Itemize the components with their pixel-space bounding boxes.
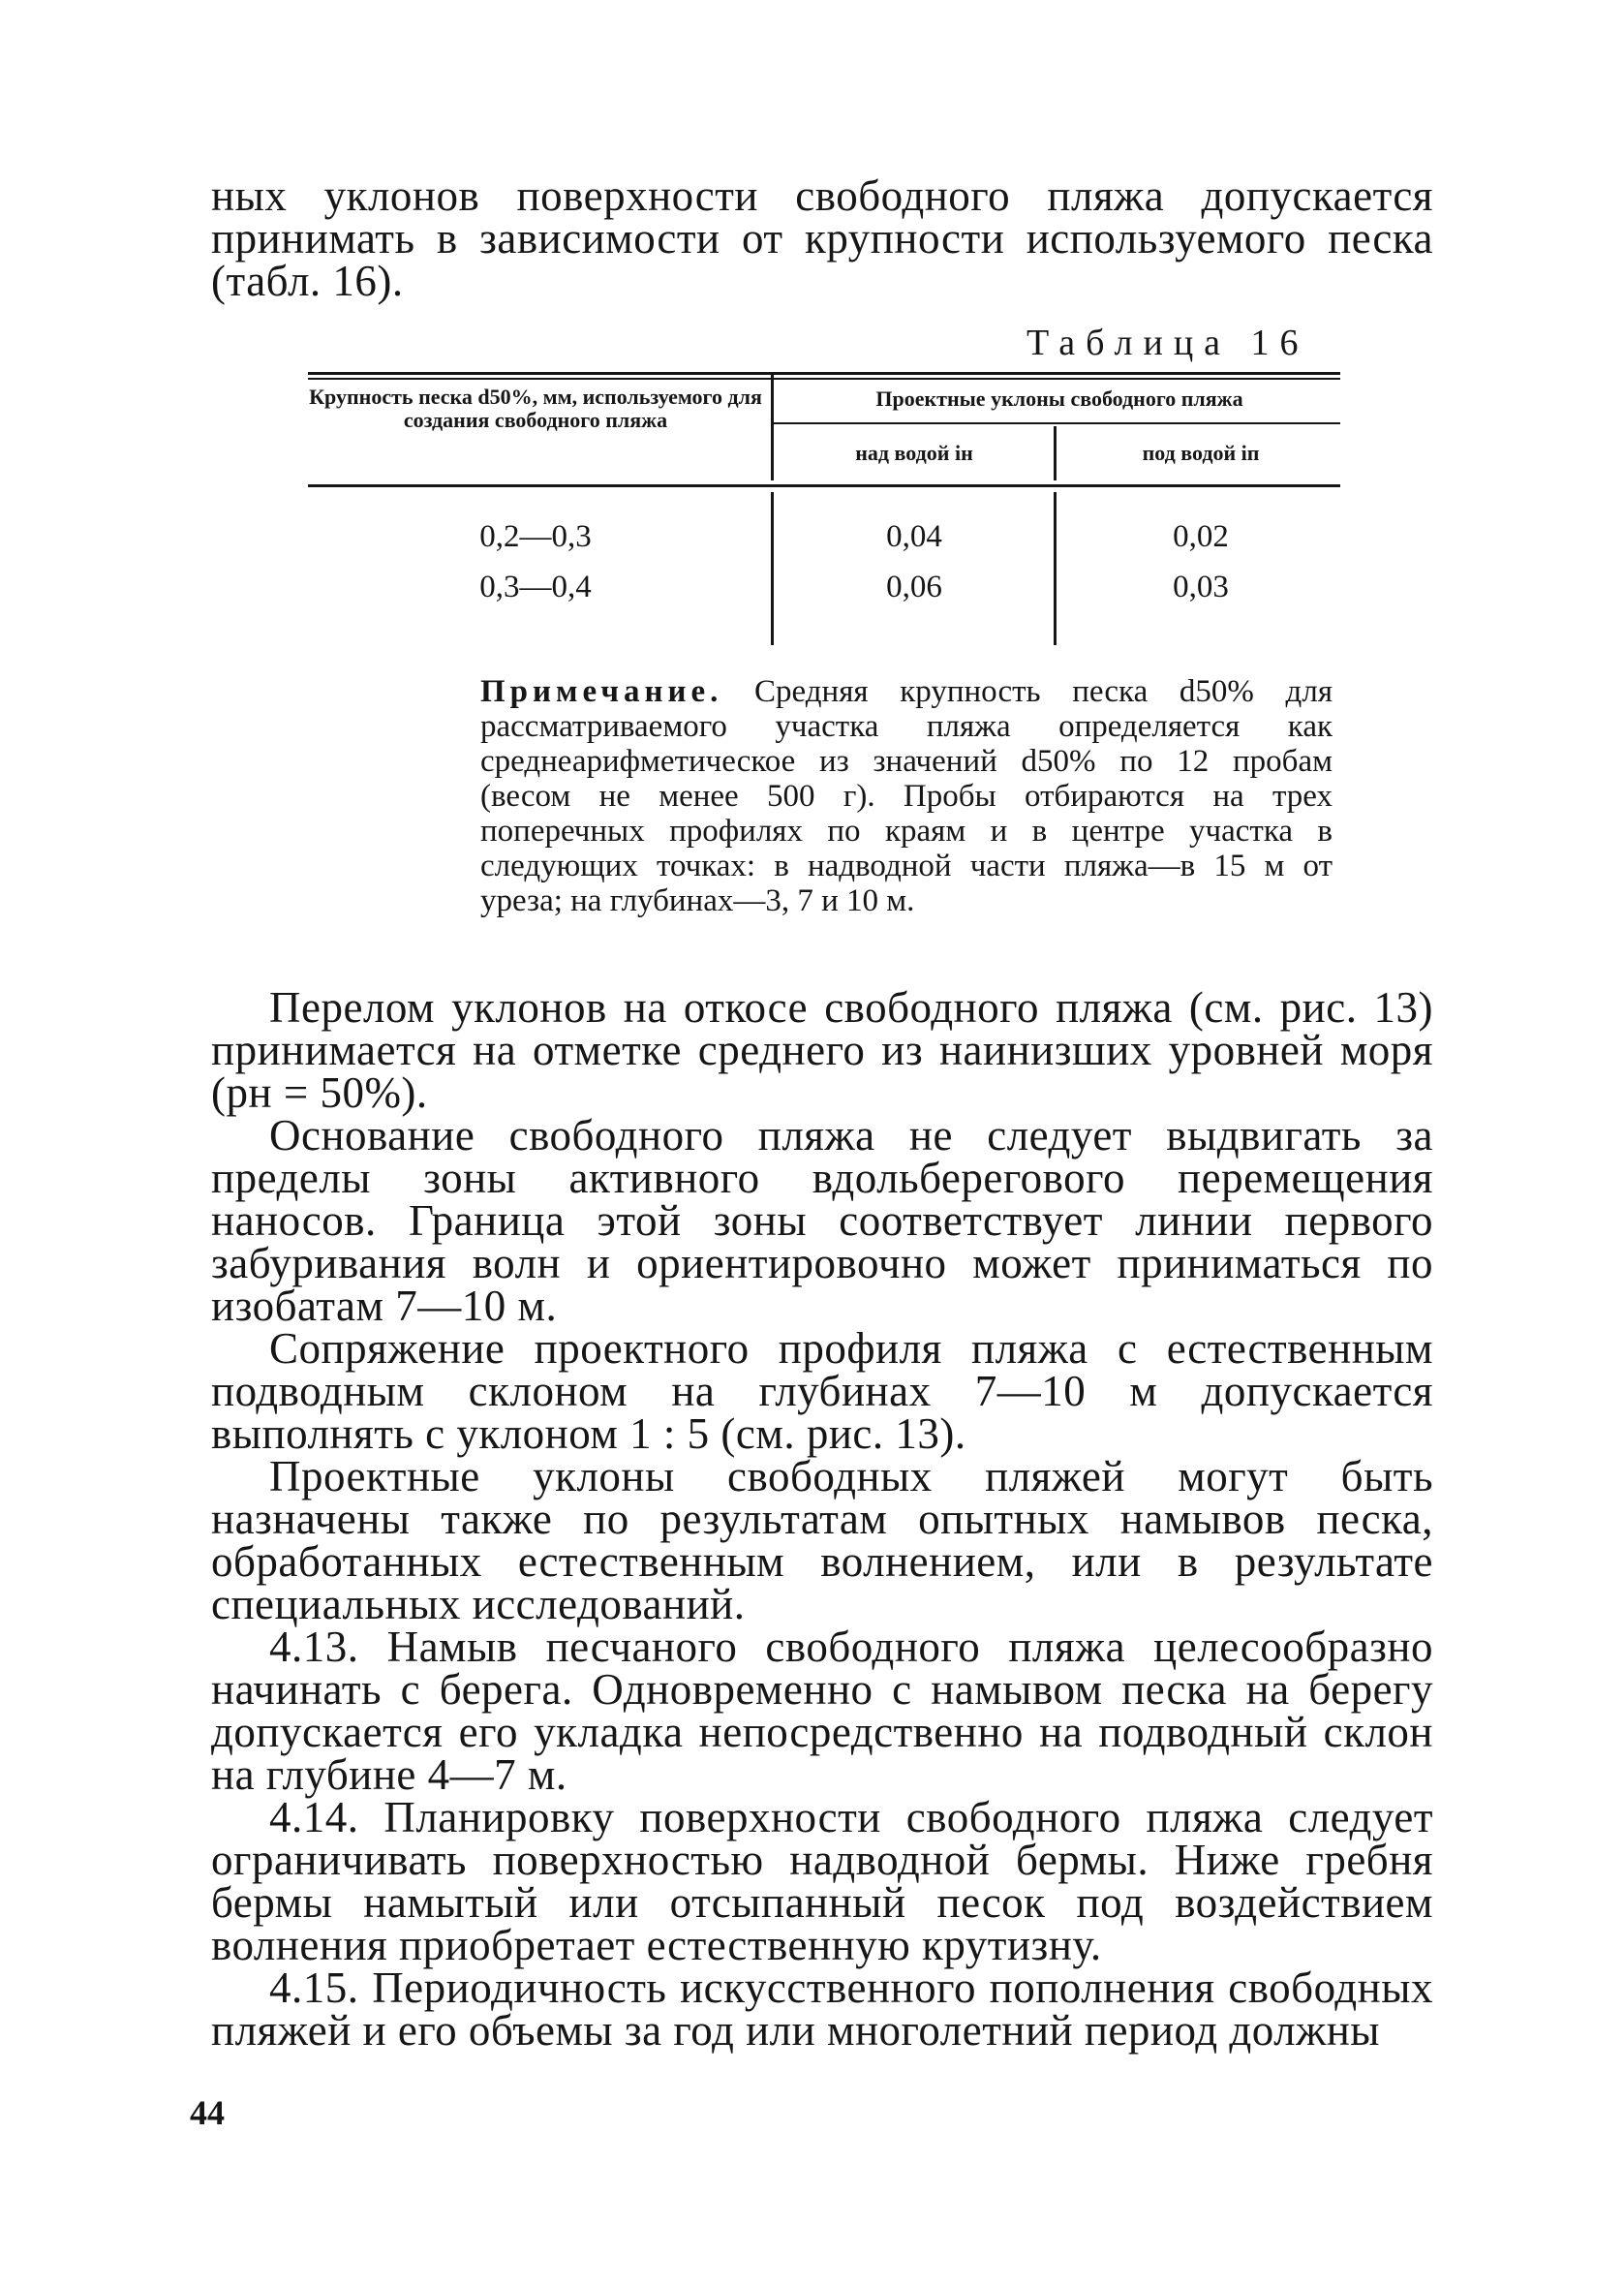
- paragraph-1: Перелом уклонов на откосе свободного пляжа (см. рис. 13) принимается на отметке среднего из наинизших уровней моря (рн = 50%).: [211, 983, 1433, 1117]
- row1-size: 0,2—0,3: [479, 519, 592, 554]
- paragraph-2: Основание свободного пляжа не следует выдвигать за пределы зоны активного вдольберегового перемещения наносов. Граница этой зоны соответствует линии первого забуривания волн и ориентировочно может приниматься по изобатам 7—10 м.: [211, 1111, 1433, 1330]
- header-below: под водой iп: [1142, 441, 1260, 465]
- header-size: Крупность песка d50%, мм, используемого для создания свободного пляжа: [309, 385, 762, 432]
- body-vrule-2: [1054, 492, 1057, 645]
- header-group: Проектные уклоны свободного пляжа: [875, 386, 1243, 411]
- paragraph-4-13: 4.13. Намыв песчаного свободного пляжа целесообразно начинать с берега. Одновременно с намывом песка на берегу допускается его укладка непосредственно на подводный склон на глубине 4—7 м.: [211, 1623, 1433, 1799]
- header-bottom-rule: [308, 484, 1340, 487]
- note-label: Примечание.: [480, 674, 723, 709]
- paragraph-4-14: 4.14. Планировку поверхности свободного пляжа следует ограничивать поверхностью надводной бермы. Ниже гребня бермы намытый или отсыпанный песок под воздействием волнения приобретает естественную крутизну.: [211, 1793, 1433, 1969]
- intro-paragraph: ных уклонов поверхности свободного пляжа допускается принимать в зависимости от крупности используемого песка (табл. 16).: [211, 171, 1433, 305]
- slope-table: [308, 372, 1340, 645]
- body-vrule-1: [771, 492, 774, 645]
- row1-below: 0,02: [1173, 519, 1229, 554]
- header-vrule-2: [1054, 426, 1057, 480]
- header-vrule-1: [771, 372, 774, 480]
- note-text: Средняя крупность песка d50% для рассматриваемого участка пляжа определяется как среднеарифметическое из значений d50% по 12 пробам (весом не менее 500 г). Пробы отбираются на трех поперечных профилях по краям и в центре участка в следующих точках: в надводной части пляжа—в 15 м от уреза; на глубинах—3, 7 и 10 м.: [480, 674, 1333, 918]
- table-top-rule: [308, 372, 1340, 375]
- paragraph-4: Проектные уклоны свободных пляжей могут быть назначены также по результатам опытных намывов песка, обработанных естественным волнением, или в результате специальных исследований.: [211, 1452, 1433, 1628]
- paragraph-4-15: 4.15. Периодичность искусственного пополнения свободных пляжей и его объемы за год или многолетний период должны: [211, 1963, 1433, 2055]
- row1-above: 0,04: [886, 519, 942, 554]
- table-top-rule-thin: [308, 378, 1340, 380]
- row2-below: 0,03: [1173, 570, 1229, 604]
- paragraph-3: Сопряжение проектного профиля пляжа с естественным подводным склоном на глубинах 7—10 м допускается выполнять с уклоном 1 : 5 (см. рис. 13).: [211, 1324, 1433, 1458]
- table-caption: Таблица 16: [1026, 323, 1309, 363]
- header-above: над водой iн: [855, 441, 973, 465]
- row2-size: 0,3—0,4: [479, 570, 592, 604]
- table-note: [480, 674, 1333, 918]
- page-number: 44: [190, 2093, 225, 2132]
- row2-above: 0,06: [886, 570, 942, 604]
- group-header-rule: [771, 422, 1340, 424]
